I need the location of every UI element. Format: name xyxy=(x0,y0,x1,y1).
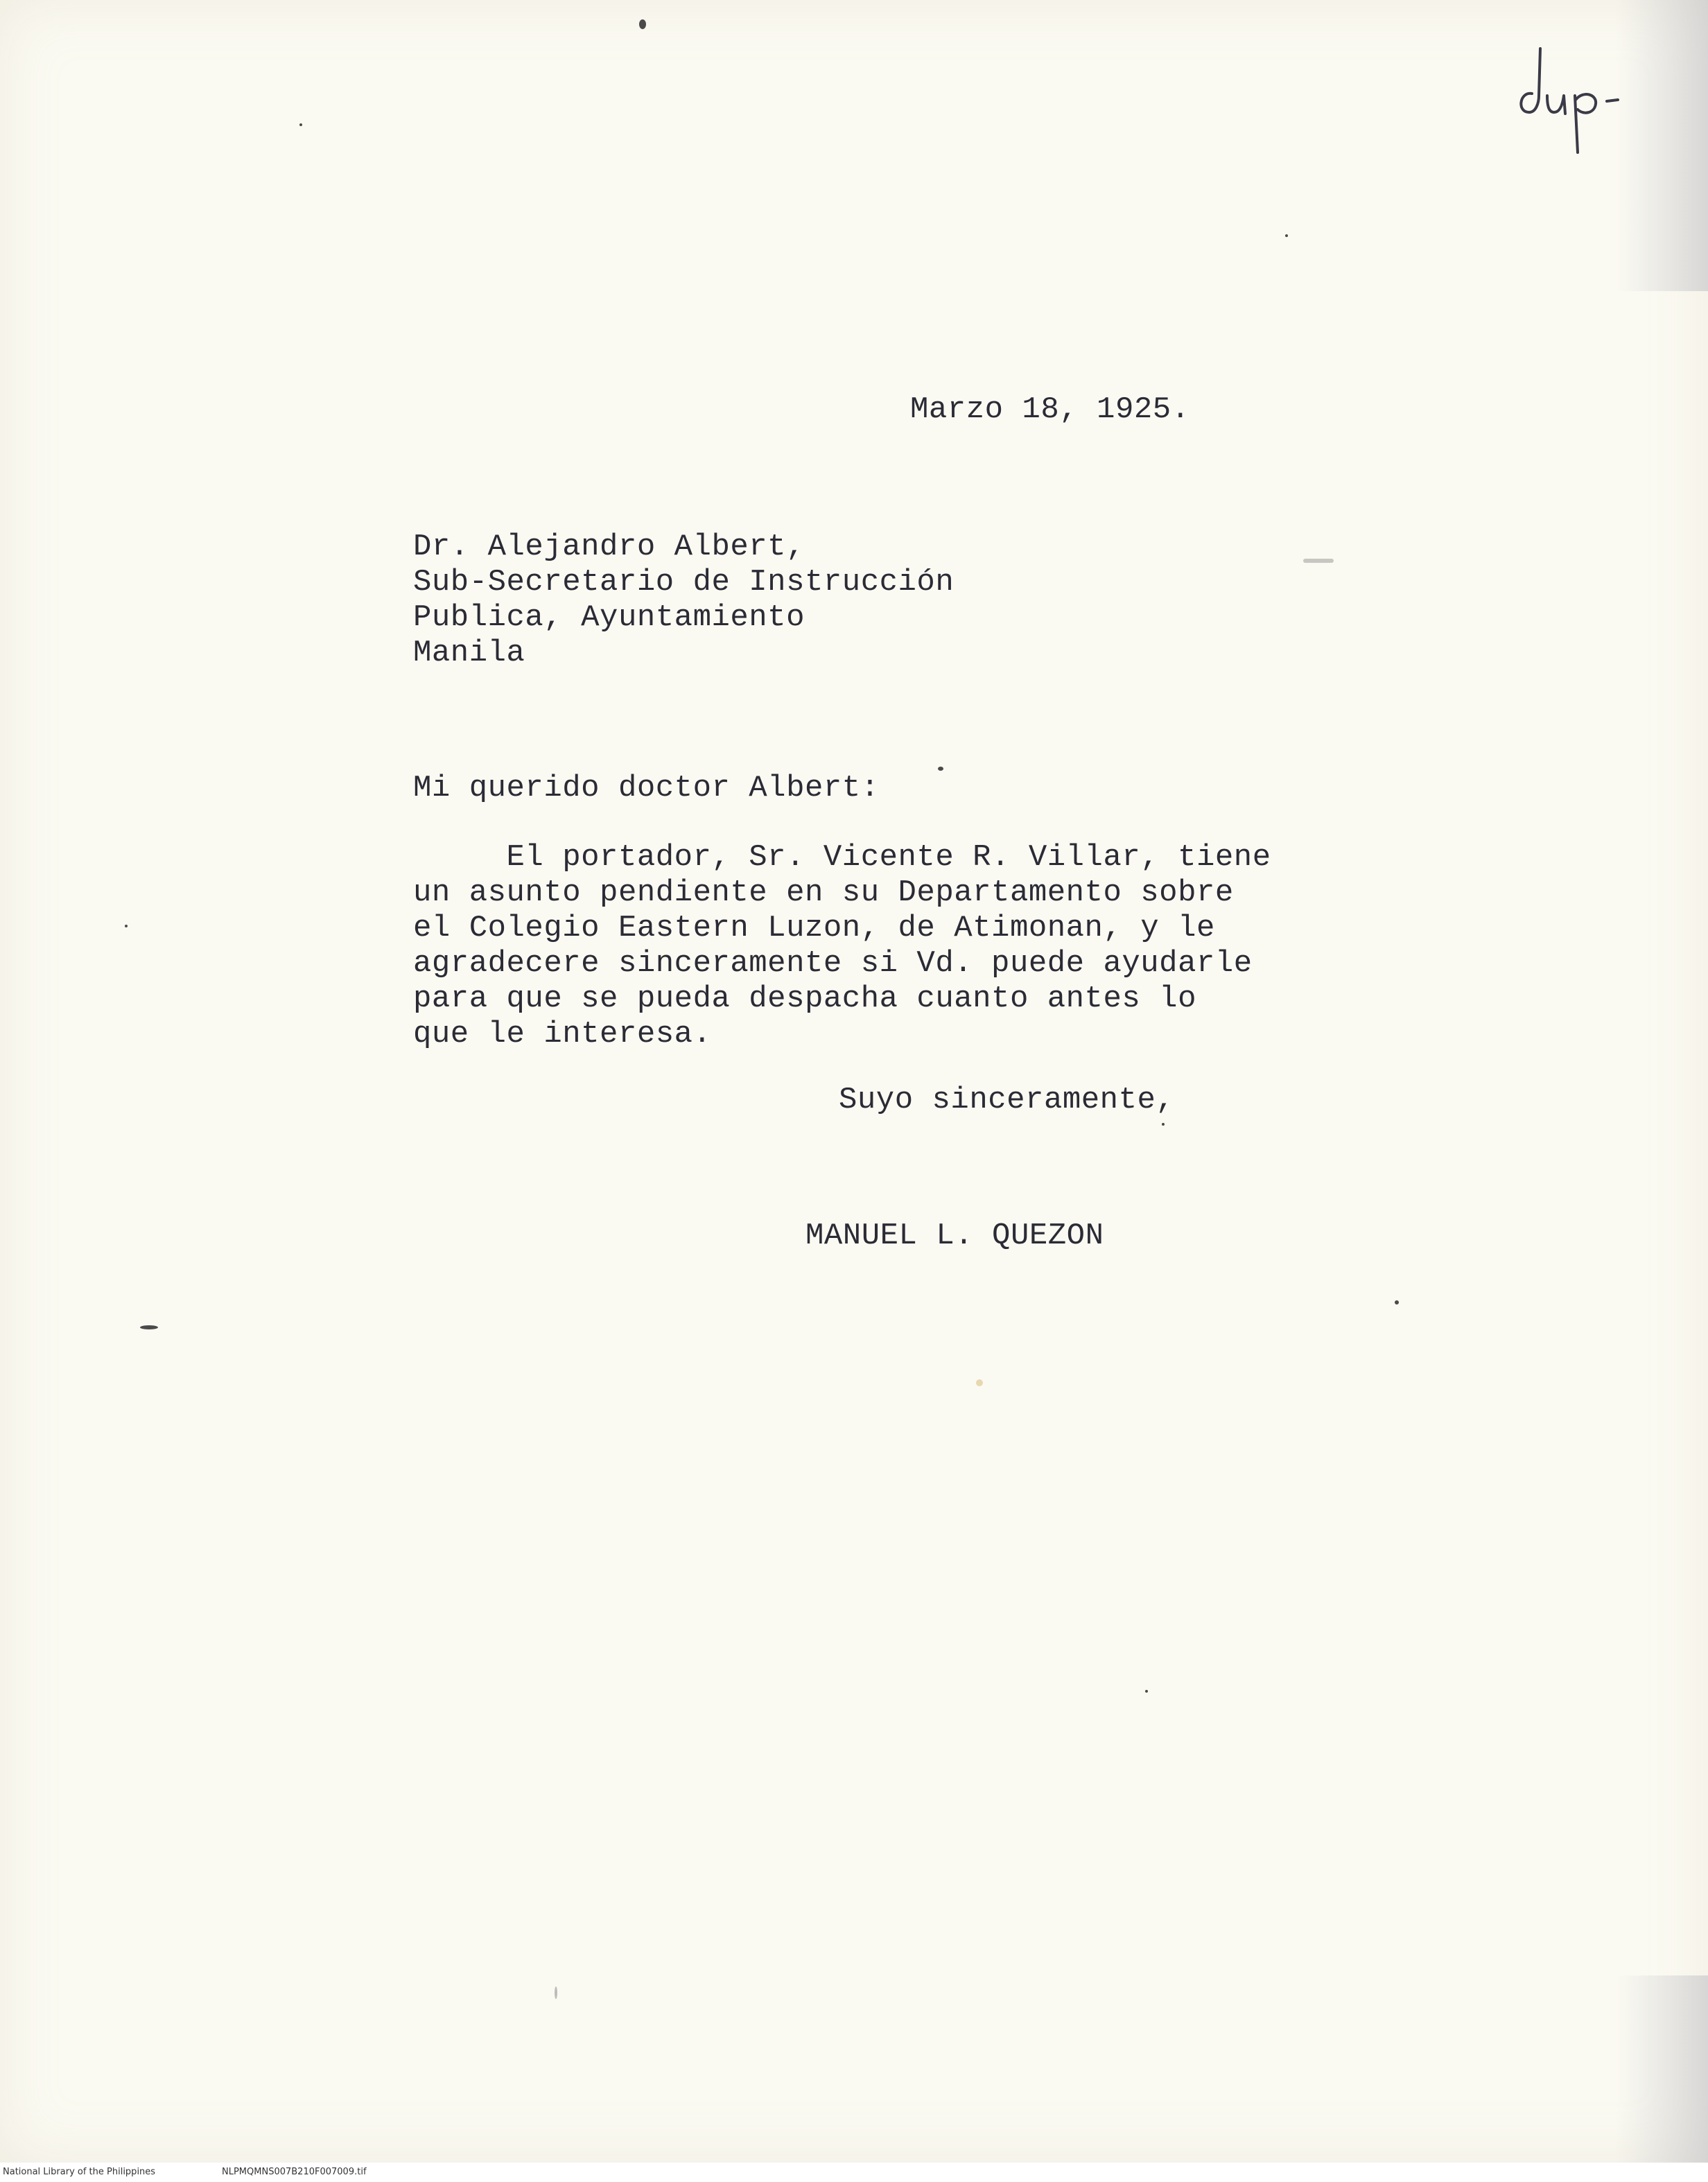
ink-speck xyxy=(125,925,128,927)
ink-speck xyxy=(1303,559,1334,563)
body-line: para que se pueda despacha cuanto antes lo xyxy=(413,981,1196,1016)
letter-date: Marzo 18, 1925. xyxy=(910,392,1190,427)
body-line: El portador, Sr. Vicente R. Villar, tiene xyxy=(413,840,1271,875)
recipient-name: Dr. Alejandro Albert, xyxy=(413,530,805,564)
scan-edge-shadow xyxy=(1615,0,1708,291)
ink-speck xyxy=(976,1379,983,1386)
body-line: agradecere sinceramente si Vd. puede ayudarle xyxy=(413,946,1253,981)
ink-speck xyxy=(1395,1300,1399,1304)
ink-speck xyxy=(555,1987,557,1999)
ink-speck xyxy=(1162,1123,1165,1126)
scan-edge-shadow xyxy=(1615,1975,1708,2163)
ink-speck xyxy=(140,1325,158,1329)
footer-institution: National Library of the Philippines xyxy=(3,2167,156,2177)
ink-speck xyxy=(938,767,943,771)
recipient-title-line1: Sub-Secretario de Instrucción xyxy=(413,565,955,600)
signature-name: MANUEL L. QUEZON xyxy=(805,1219,1104,1253)
footer-filename: NLPMQMNS007B210F007009.tif xyxy=(222,2167,367,2177)
ink-speck xyxy=(1285,234,1288,237)
ink-speck xyxy=(639,19,646,29)
body-line: que le interesa. xyxy=(413,1017,712,1051)
closing: Suyo sinceramente, xyxy=(839,1083,1175,1117)
ink-speck xyxy=(1145,1690,1148,1693)
body-line: un asunto pendiente en su Departamento sobre xyxy=(413,875,1234,910)
recipient-city: Manila xyxy=(413,636,525,670)
recipient-title-line2: Publica, Ayuntamiento xyxy=(413,600,805,635)
ink-speck xyxy=(299,123,302,126)
body-line: el Colegio Eastern Luzon, de Atimonan, y le xyxy=(413,911,1215,945)
annotation-text xyxy=(1511,173,1512,174)
handwritten-dup-annotation xyxy=(1511,28,1629,166)
salutation: Mi querido doctor Albert: xyxy=(413,771,880,805)
